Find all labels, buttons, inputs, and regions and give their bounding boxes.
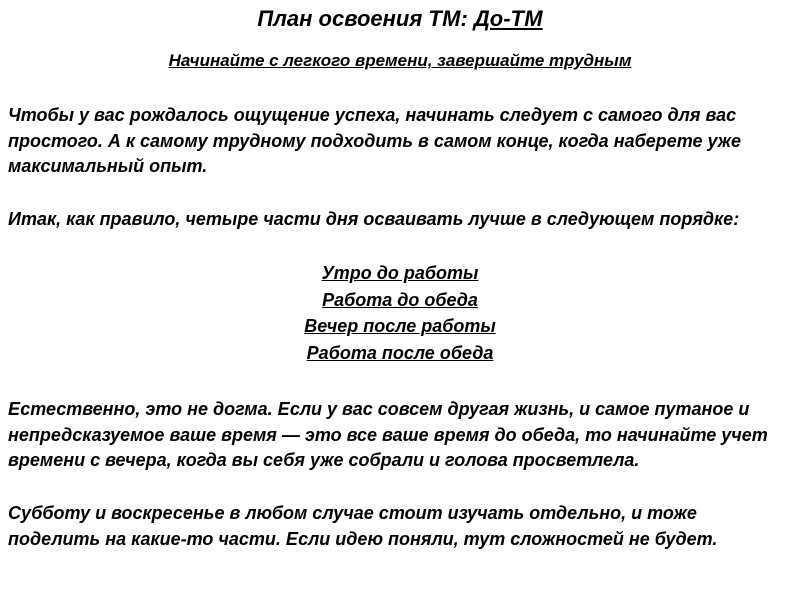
paragraph-weekend: Субботу и воскресенье в любом случае стоит изучать отдельно, и тоже поделить на какие-то части. Если идею поняли, тут сложностей не будет. xyxy=(8,503,718,549)
day-parts-order-list xyxy=(0,260,800,366)
list-item: Работа после обеда xyxy=(306,342,494,363)
paragraph-success: Чтобы у вас рождалось ощущение успеха, начинать следует с самого для вас простого. А к самому трудному подходить в самом конце, когда наберете уже максимальный опыт. xyxy=(8,105,742,176)
slide-title-highlight: До-ТМ xyxy=(473,6,543,31)
list-item: Вечер после работы xyxy=(304,316,496,336)
list-item: Работа до обеда xyxy=(322,289,478,310)
slide-title xyxy=(0,4,800,34)
paragraph-not-dogma: Естественно, это не догма. Если у вас совсем другая жизнь, и самое путаное и непредсказуемое ваше время — это все ваше время до обеда, то начинайте учет времени с вечера, когда вы себя уже собрали и голова просветлела. xyxy=(8,399,768,470)
list-item: Утро до работы xyxy=(321,263,479,283)
slide-subtitle: Начинайте с легкого времени, завершайте трудным xyxy=(168,51,632,70)
paragraph-order-intro: Итак, как правило, четыре части дня осваивать лучше в следующем порядке: xyxy=(8,209,740,229)
slide-title-prefix: План освоения ТМ: xyxy=(257,6,474,31)
